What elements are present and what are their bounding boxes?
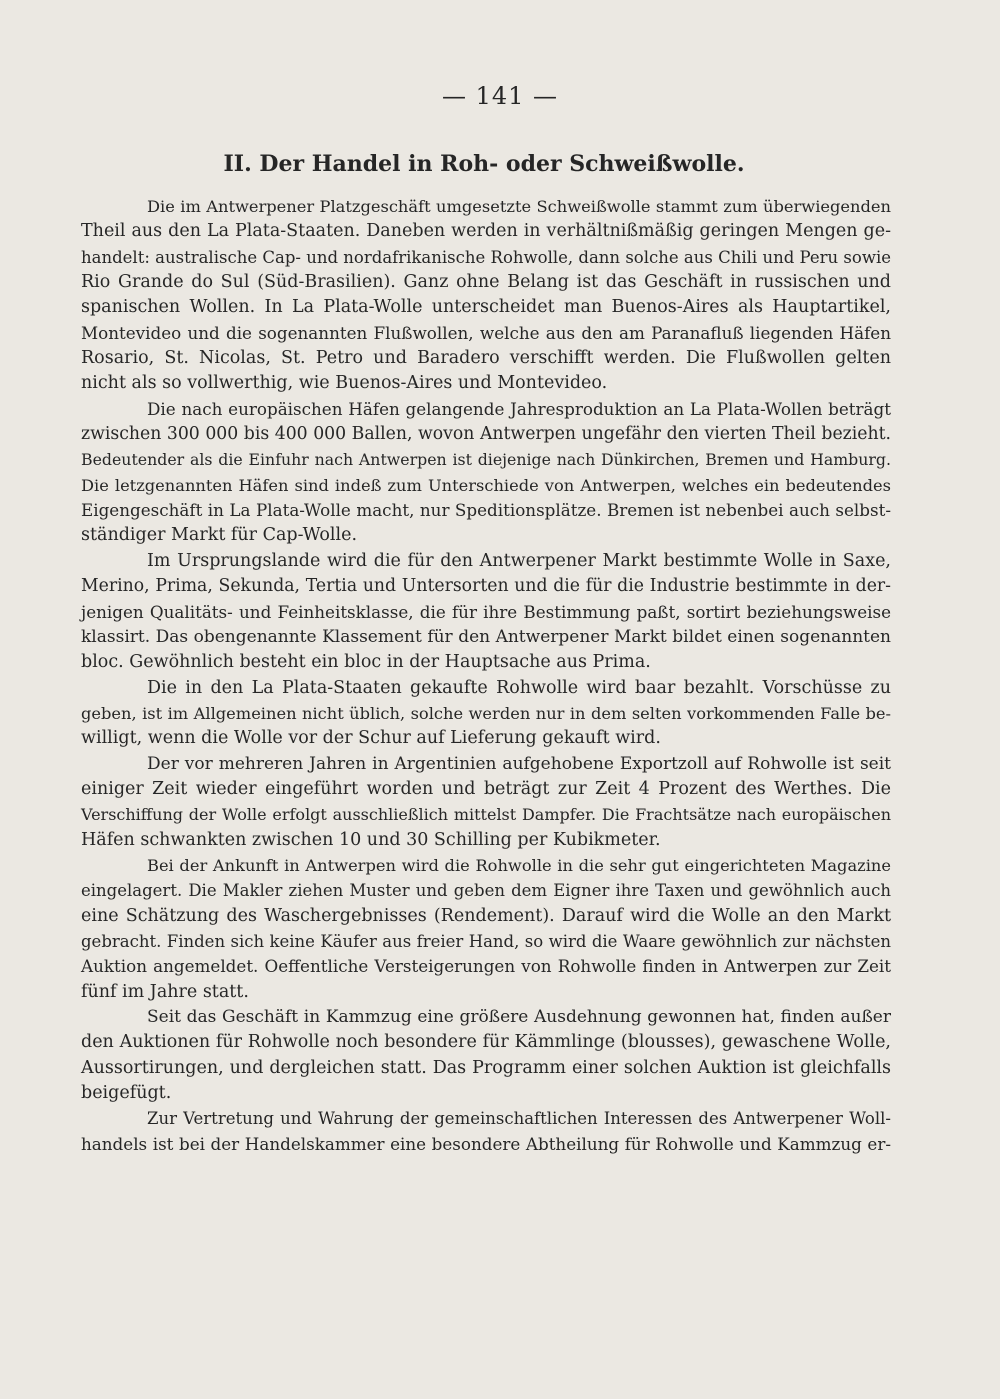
text-line: gebracht. Finden sich keine Käufer aus freier Hand, so wird die Waare gewöhnlich zur nächsten — [81, 931, 891, 951]
text-line: Bedeutender als die Einfuhr nach Antwerpen ist diejenige nach Dünkirchen, Bremen und Hamburg. — [81, 450, 891, 470]
text-line: eine Schätzung des Waschergebnisses (Rendement). Darauf wird die Wolle an den Markt — [81, 905, 891, 926]
text-line: beigefügt. — [81, 1083, 172, 1104]
text-line: geben, ist im Allgemeinen nicht üblich, solche werden nur in dem selten vorkommenden Falle be- — [81, 703, 891, 723]
text-line: Häfen schwankten zwischen 10 und 30 Schilling per Kubikmeter. — [81, 829, 661, 850]
text-line: eingelagert. Die Makler ziehen Muster und geben dem Eigner ihre Taxen und gewöhnlich auch — [81, 881, 891, 901]
text-line: Im Ursprungslande wird die für den Antwerpener Markt bestimmte Wolle in Saxe, — [147, 550, 891, 571]
text-line: Verschiffung der Wolle erfolgt ausschließlich mittelst Dampfer. Die Frachtsätze nach europäischen — [81, 805, 891, 825]
text-line: Merino, Prima, Sekunda, Tertia und Untersorten und die für die Industrie bestimmte in der- — [81, 576, 891, 597]
text-line: Eigengeschäft in La Plata-Wolle macht, nur Speditionsplätze. Bremen ist nebenbei auch selbst- — [81, 500, 891, 521]
section-heading: II. Der Handel in Roh- oder Schweißwolle. — [223, 151, 745, 177]
text-line: jenigen Qualitäts- und Feinheitsklasse, die für ihre Bestimmung paßt, sortirt beziehungsweise — [81, 601, 891, 622]
text-line: fünf im Jahre statt. — [81, 981, 249, 1002]
text-line: willigt, wenn die Wolle vor der Schur auf Lieferung gekauft wird. — [81, 728, 661, 749]
text-line: Aussortirungen, und dergleichen statt. Das Programm einer solchen Auktion ist gleichfalls — [81, 1057, 891, 1078]
text-line: spanischen Wollen. In La Plata-Wolle unterscheidet man Buenos-Aires als Hauptartikel, — [81, 297, 891, 318]
text-line: Die nach europäischen Häfen gelangende Jahresproduktion an La Plata-Wollen beträgt — [147, 398, 891, 419]
text-line: handelt: australische Cap- und nordafrikanische Rohwolle, dann solche aus Chili und Peru sowie — [81, 247, 891, 267]
text-line: Rio Grande do Sul (Süd-Brasilien). Ganz ohne Belang ist das Geschäft in russischen und — [81, 272, 891, 293]
text-line: Zur Vertretung und Wahrung der gemeinschaftlichen Interessen des Antwerpener Woll- — [147, 1109, 891, 1129]
text-line: ständiger Markt für Cap-Wolle. — [81, 525, 358, 546]
text-line: Rosario, St. Nicolas, St. Petro und Baradero verschifft werden. Die Flußwollen gelten — [81, 348, 891, 369]
text-line: Montevideo und die sogenannten Flußwollen, welche aus den am Paranafluß liegenden Häfen — [81, 322, 891, 343]
text-line: Der vor mehreren Jahren in Argentinien aufgehobene Exportzoll auf Rohwolle ist seit — [147, 753, 891, 774]
text-line: einiger Zeit wieder eingeführt worden und beträgt zur Zeit 4 Prozent des Werthes. Die — [81, 778, 891, 799]
text-line: Bei der Ankunft in Antwerpen wird die Rohwolle in die sehr gut eingerichteten Magazine — [147, 855, 891, 875]
text-line: Seit das Geschäft in Kammzug eine größere Ausdehnung gewonnen hat, finden außer — [147, 1007, 891, 1027]
text-line: bloc. Gewöhnlich besteht ein bloc in der Hauptsache aus Prima. — [81, 652, 651, 673]
text-line: Die in den La Plata-Staaten gekaufte Rohwolle wird baar bezahlt. Vorschüsse zu — [147, 677, 891, 698]
text-line: Die letzgenannten Häfen sind indeß zum Unterschiede von Antwerpen, welches ein bedeutendes — [81, 475, 891, 495]
text-line: handels ist bei der Handelskammer eine besondere Abtheilung für Rohwolle und Kammzug er- — [81, 1133, 891, 1154]
page-number: — 141 — — [441, 82, 559, 110]
body-text — [81, 194, 891, 1157]
text-line: den Auktionen für Rohwolle noch besondere für Kämmlinge (blousses), gewaschene Wolle, — [81, 1032, 891, 1053]
text-line: Theil aus den La Plata-Staaten. Daneben werden in verhältnißmäßig geringen Mengen ge- — [81, 221, 891, 242]
text-line: Auktion angemeldet. Oeffentliche Versteigerungen von Rohwolle finden in Antwerpen zur Zeit — [81, 956, 891, 977]
text-line: klassirt. Das obengenannte Klassement für den Antwerpener Markt bildet einen sogenannten — [81, 626, 891, 647]
text-line: zwischen 300 000 bis 400 000 Ballen, wovon Antwerpen ungefähr den vierten Theil bezieht. — [81, 424, 891, 445]
text-line: Die im Antwerpener Platzgeschäft umgesetzte Schweißwolle stammt zum überwiegenden — [147, 197, 891, 216]
text-line: nicht als so vollwerthig, wie Buenos-Aires und Montevideo. — [81, 373, 608, 394]
